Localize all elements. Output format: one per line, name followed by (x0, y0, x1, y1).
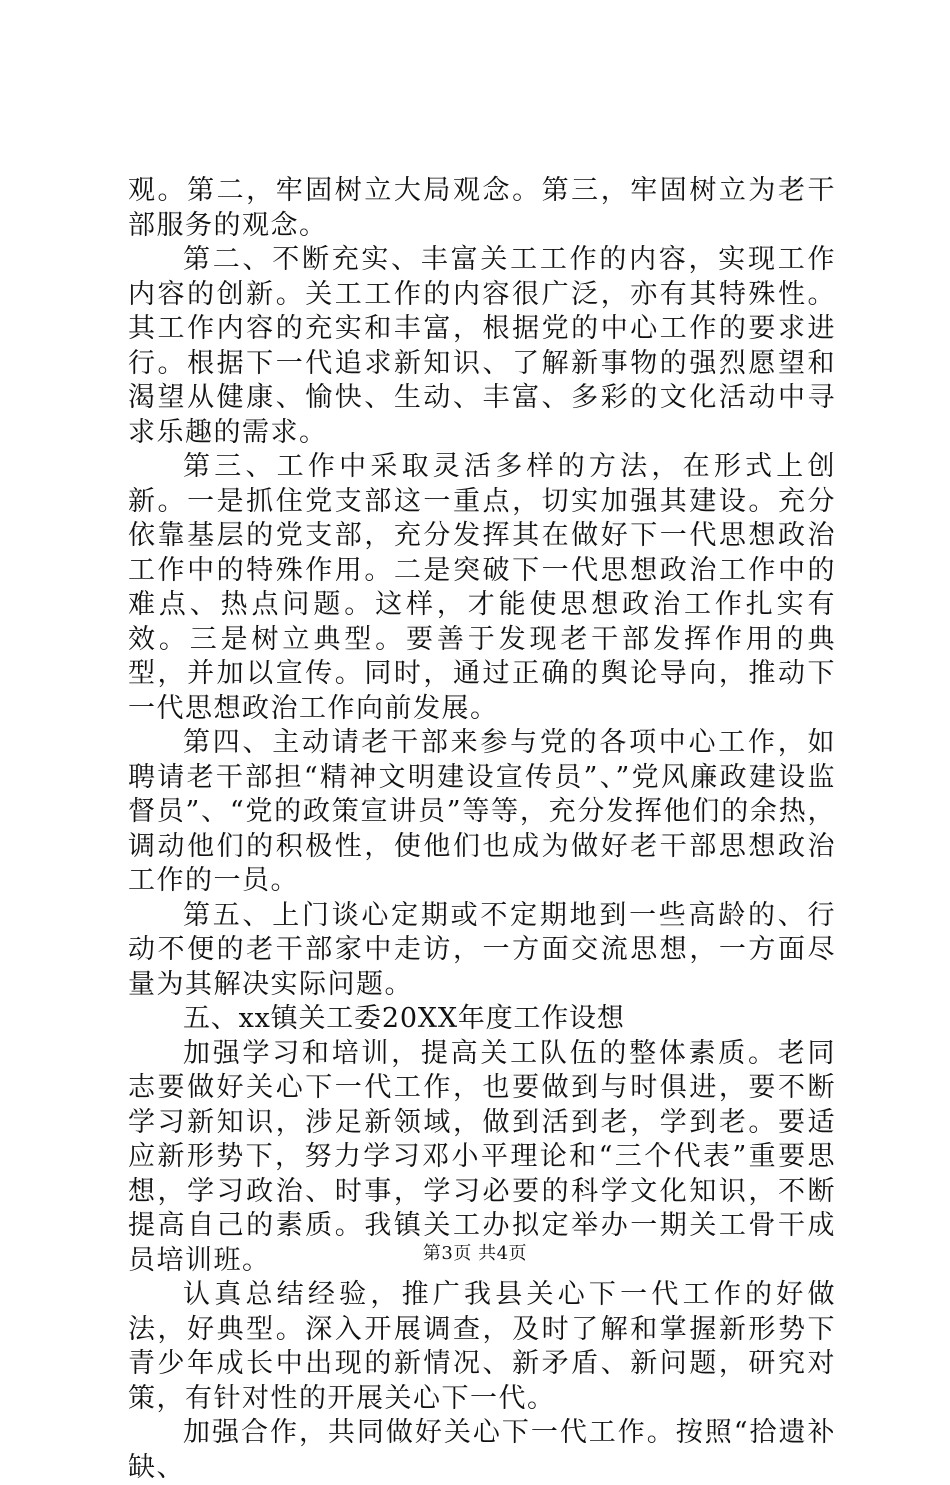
paragraph-1: 观。第二，牢固树立大局观念。第三，牢固树立为老干部服务的观念。 (128, 175, 836, 241)
paragraph-7: 认真总结经验，推广我县关心下一代工作的好做法，好典型。深入开展调查，及时了解和掌握新形势下青少年成长中出现的新情况、新矛盾、新问题，研究对策，有针对性的开展关心下一代。 (128, 1279, 836, 1414)
paragraph-4: 第四、主动请老干部来参与党的各项中心工作，如聘请老干部担“精神文明建设宣传员”、”党风廉政建设监督员”、“党的政策宣讲员”等等，充分发挥他们的余热，调动他们的积极性，使他们也成为做好老干部思想政治工作的一员。 (128, 727, 836, 896)
paragraph-3: 第三、工作中采取灵活多样的方法，在形式上创新。一是抓住党支部这一重点，切实加强其建设。充分依靠基层的党支部，充分发挥其在做好下一代思想政治工作中的特殊作用。二是突破下一代思想政治工作中的难点、热点问题。这样，才能使思想政治工作扎实有效。三是树立典型。要善于发现老干部发挥作用的典型，并加以宣传。同时，通过正确的舆论导向，推动下一代思想政治工作向前发展。 (128, 451, 836, 724)
paragraph-6: 加强学习和培训，提高关工队伍的整体素质。老同志要做好关心下一代工作，也要做到与时俱进，要不断学习新知识，涉足新领域，做到活到老，学到老。要适应新形势下，努力学习邓小平理论和“三个代表”重要思想，学习政治、时事，学习必要的科学文化知识，不断提高自己的素质。我镇关工办拟定举办一期关工骨干成员培训班。 (128, 1037, 836, 1276)
paragraph-5: 第五、上门谈心定期或不定期地到一些高龄的、行动不便的老干部家中走访，一方面交流思想，一方面尽量为其解决实际问题。 (128, 899, 836, 1000)
document-body (128, 174, 836, 1485)
paragraph-2: 第二、不断充实、丰富关工工作的内容，实现工作内容的创新。关工工作的内容很广泛，亦有其特殊性。其工作内容的充实和丰富，根据党的中心工作的要求进行。根据下一代追求新知识、了解新事物的强烈愿望和渴望从健康、愉快、生动、丰富、多彩的文化活动中寻求乐趣的需求。 (128, 244, 836, 448)
paragraph-8: 加强合作，共同做好关心下一代工作。按照“拾遗补缺、 (128, 1417, 836, 1483)
page-number-footer: 第3页 共4页 (422, 1243, 528, 1264)
section-heading: 五、xx镇关工委20XX年度工作设想 (183, 1003, 625, 1034)
